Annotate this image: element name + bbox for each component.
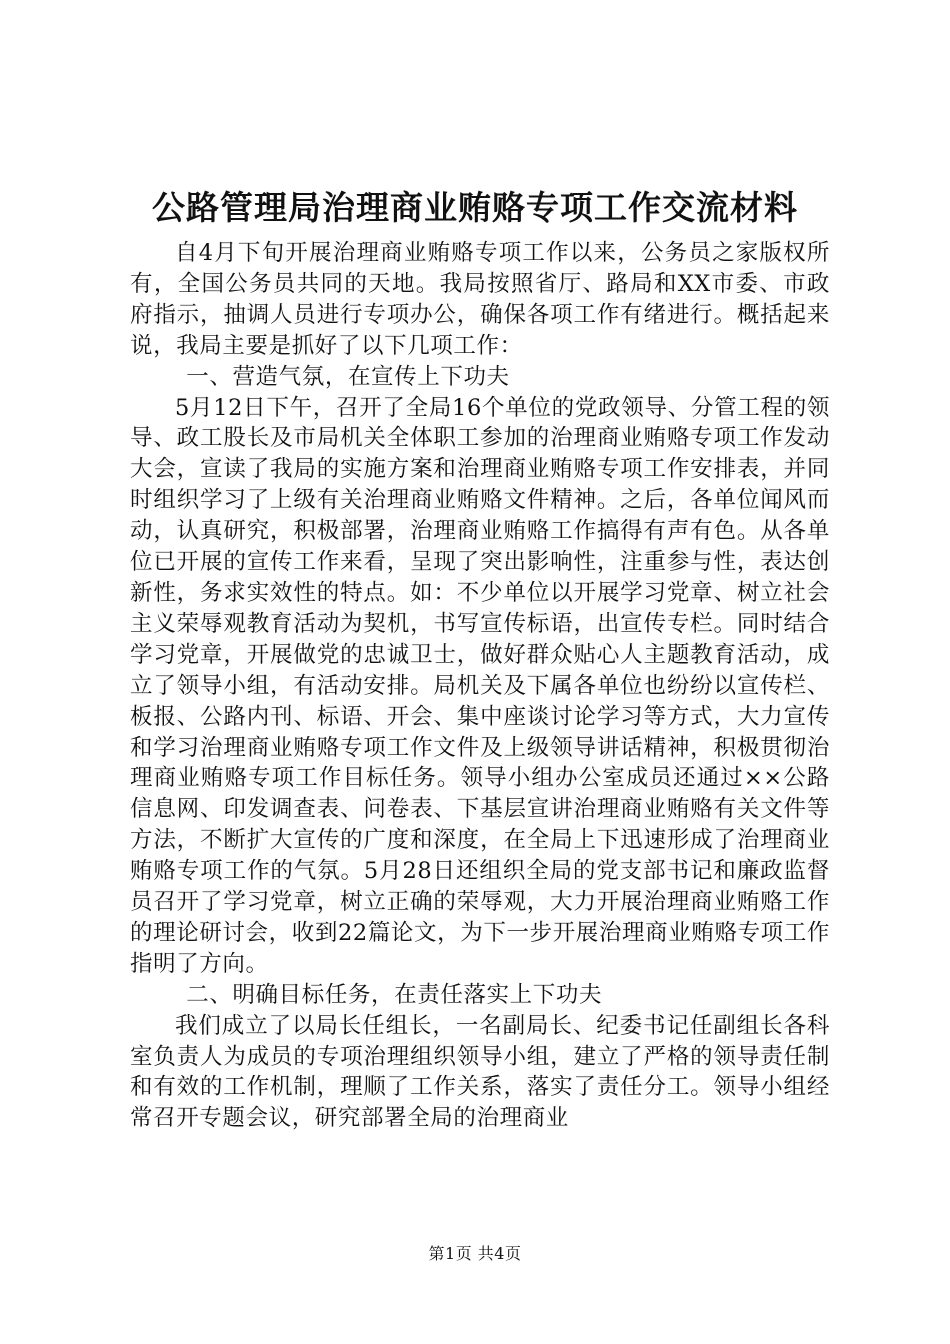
section-heading-1: 一、营造气氛，在宣传上下功夫 — [186, 363, 510, 390]
page-number-footer: 第1页 共4页 — [428, 1244, 522, 1263]
document-body — [130, 238, 830, 1134]
section-heading-2: 二、明确目标任务，在责任落实上下功夫 — [186, 981, 603, 1008]
section-1-paragraph: 5月12日下午，召开了全局16个单位的党政领导、分管工程的领导、政工股长及市局机关全体职工参加的治理商业贿赂专项工作发动大会，宣读了我局的实施方案和治理商业贿赂专项工作安排表，并同时组织学习了上级有关治理商业贿赂文件精神。之后，各单位闻风而动，认真研究，积极部署，治理商业贿赂工作搞得有声有色。从各单位已开展的宣传工作来看，呈现了突出影响性，注重参与性，表达创新性，务求实效性的特点。如：不少单位以开展学习党章、树立社会主义荣辱观教育活动为契机，书写宣传标语，出宣传专栏。同时结合学习党章，开展做党的忠诚卫士，做好群众贴心人主题教育活动，成立了领导小组，有活动安排。局机关及下属各单位也纷纷以宣传栏、板报、公路内刊、标语、开会、集中座谈讨论学习等方式，大力宣传和学习治理商业贿赂专项工作文件及上级领导讲话精神，积极贯彻治理商业贿赂专项工作目标任务。领导小组办公室成员还通过××公路信息网、印发调查表、问卷表、下基层宣讲治理商业贿赂有关文件等方法，不断扩大宣传的广度和深度，在全局上下迅速形成了治理商业贿赂专项工作的气氛。5月28日还组织全局的党支部书记和廉政监督员召开了学习党章，树立正确的荣辱观，大力开展治理商业贿赂工作的理论研讨会，收到22篇论文，为下一步开展治理商业贿赂专项工作指明了方向。 — [130, 394, 830, 977]
intro-paragraph: 自4月下旬开展治理商业贿赂专项工作以来，公务员之家版权所有，全国公务员共同的天地。我局按照省厅、路局和XX市委、市政府指示，抽调人员进行专项办公，确保各项工作有绪进行。概括起来说，我局主要是抓好了以下几项工作： — [130, 240, 830, 359]
section-2-paragraph: 我们成立了以局长任组长，一名副局长、纪委书记任副组长各科室负责人为成员的专项治理组织领导小组，建立了严格的领导责任制和有效的工作机制，理顺了工作关系，落实了责任分工。领导小组经常召开专题会议，研究部署全局的治理商业 — [130, 1012, 830, 1132]
document-title: 公路管理局治理商业贿赂专项工作交流材料 — [152, 188, 798, 227]
